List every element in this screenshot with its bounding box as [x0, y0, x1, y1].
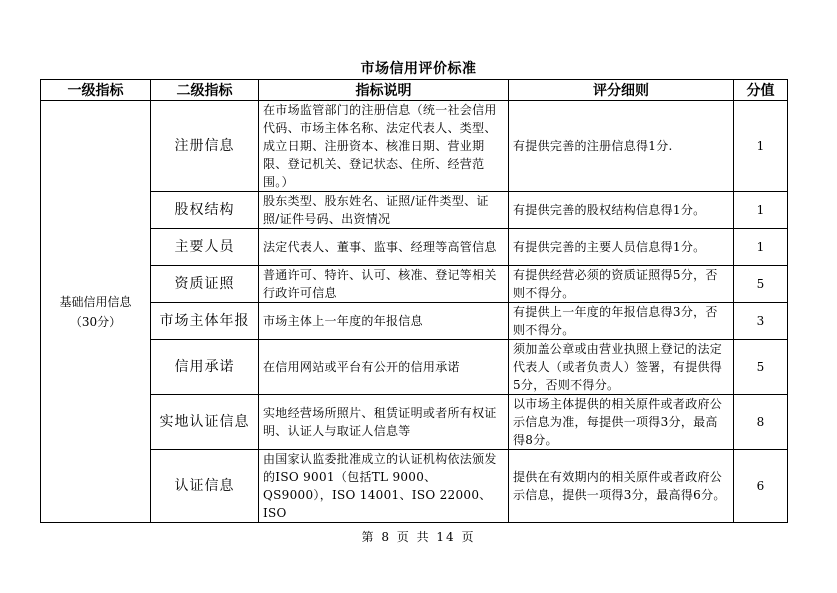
score-value: 1: [734, 101, 788, 192]
table-row: [41, 101, 788, 192]
score-value: 5: [734, 340, 788, 395]
table-row: [41, 340, 788, 395]
secondary-indicator: 市场主体年报: [151, 303, 259, 340]
indicator-description: 普通许可、特许、认可、核准、登记等相关行政许可信息: [259, 266, 509, 303]
scoring-rule: 有提供完善的股权结构信息得1分。: [509, 192, 734, 229]
indicator-description: 由国家认监委批准成立的认证机构依法颁发的ISO 9001（包括TL 9000、QS9000），ISO 14001、ISO 22000、ISO: [259, 450, 509, 523]
table-row: [41, 266, 788, 303]
header-scoring-rules: 评分细则: [509, 80, 734, 101]
secondary-indicator: 认证信息: [151, 450, 259, 523]
score-value: 8: [734, 395, 788, 450]
primary-indicator-points: （30分）: [69, 314, 122, 329]
primary-indicator-cell: [41, 101, 151, 523]
table-header-row: [41, 80, 788, 101]
table-row: [41, 303, 788, 340]
scoring-rule: 有提供经营必须的资质证照得5分，否则不得分。: [509, 266, 734, 303]
header-primary-indicator: 一级指标: [41, 80, 151, 101]
score-value: 5: [734, 266, 788, 303]
table-row: [41, 192, 788, 229]
indicator-description: 市场主体上一年度的年报信息: [259, 303, 509, 340]
secondary-indicator: 主要人员: [151, 229, 259, 266]
header-indicator-description: 指标说明: [259, 80, 509, 101]
score-value: 1: [734, 192, 788, 229]
scoring-rule: 有提供上一年度的年报信息得3分，否则不得分。: [509, 303, 734, 340]
secondary-indicator: 实地认证信息: [151, 395, 259, 450]
scoring-rule: 有提供完善的主要人员信息得1分。: [509, 229, 734, 266]
indicator-description: 股东类型、股东姓名、证照/证件类型、证照/证件号码、出资情况: [259, 192, 509, 229]
header-score: 分值: [734, 80, 788, 101]
indicator-description: 法定代表人、董事、监事、经理等高管信息: [259, 229, 509, 266]
score-value: 1: [734, 229, 788, 266]
scoring-rule: 提供在有效期内的相关原件或者政府公示信息，提供一项得3分，最高得6分。: [509, 450, 734, 523]
secondary-indicator: 信用承诺: [151, 340, 259, 395]
page-number-footer: 第 8 页 共 14 页: [361, 530, 476, 544]
secondary-indicator: 资质证照: [151, 266, 259, 303]
indicator-description: 实地经营场所照片、租赁证明或者所有权证明、认证人与取证人信息等: [259, 395, 509, 450]
credit-evaluation-table: [40, 79, 788, 523]
scoring-rule: 以市场主体提供的相关原件或者政府公示信息为准，每提供一项得3分，最高得8分。: [509, 395, 734, 450]
header-secondary-indicator: 二级指标: [151, 80, 259, 101]
indicator-description: 在信用网站或平台有公开的信用承诺: [259, 340, 509, 395]
page-title: 市场信用评价标准: [360, 61, 477, 77]
secondary-indicator: 股权结构: [151, 192, 259, 229]
score-value: 6: [734, 450, 788, 523]
secondary-indicator: 注册信息: [151, 101, 259, 192]
scoring-rule: 有提供完善的注册信息得1分.: [509, 101, 734, 192]
table-row: [41, 450, 788, 523]
scoring-rule: 须加盖公章或由营业执照上登记的法定代表人（或者负责人）签署，有提供得5分，否则不得分。: [509, 340, 734, 395]
indicator-description: 在市场监管部门的注册信息（统一社会信用代码、市场主体名称、法定代表人、类型、成立日期、注册资本、核准日期、营业期限、登记机关、登记状态、住所、经营范围。）: [259, 101, 509, 192]
table-row: [41, 395, 788, 450]
table-row: [41, 229, 788, 266]
primary-indicator-name: 基础信用信息: [59, 294, 132, 309]
score-value: 3: [734, 303, 788, 340]
